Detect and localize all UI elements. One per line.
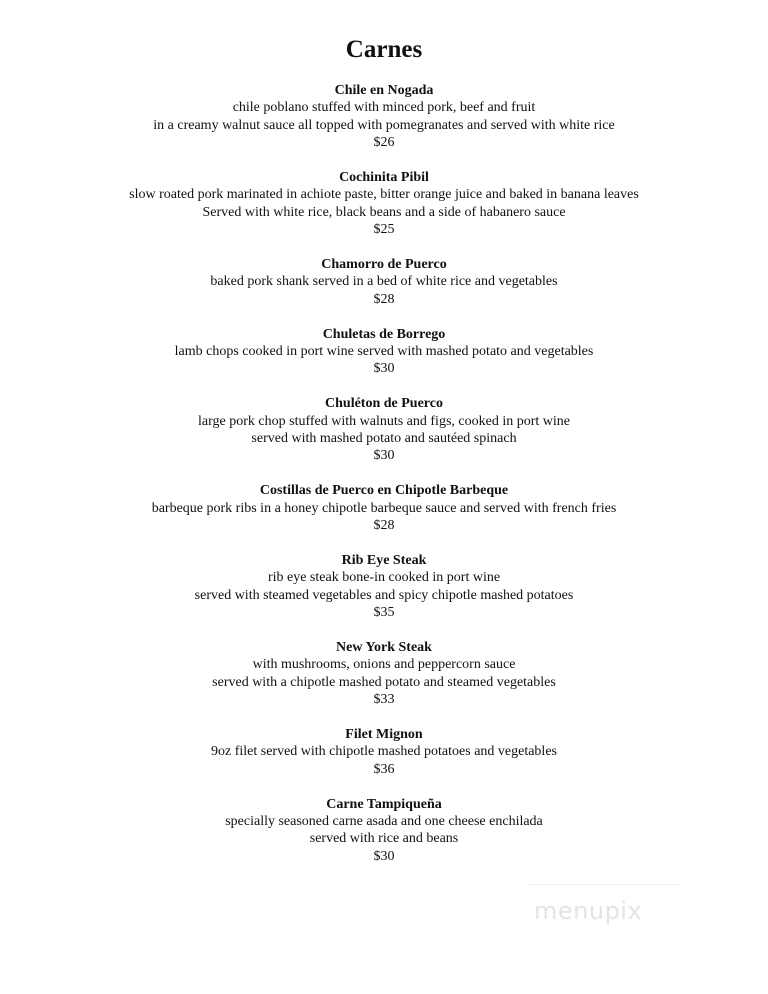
item-price: $25 bbox=[373, 222, 395, 238]
item-name: Filet Mignon bbox=[345, 726, 423, 742]
item-price: $30 bbox=[373, 448, 395, 464]
item-price: $30 bbox=[373, 848, 395, 864]
item-description-line: large pork chop stuffed with walnuts and figs, cooked in port wine bbox=[198, 413, 570, 429]
menu-item bbox=[0, 482, 768, 534]
menu-item bbox=[0, 639, 768, 709]
item-price: $35 bbox=[373, 605, 395, 621]
menu-item bbox=[0, 395, 768, 465]
item-name: Costillas de Puerco en Chipotle Barbeque bbox=[259, 483, 509, 499]
item-description-line: rib eye steak bone-in cooked in port wine bbox=[267, 570, 501, 586]
item-price: $30 bbox=[373, 361, 395, 377]
item-description-line: lamb chops cooked in port wine served with mashed potato and vegetables bbox=[174, 344, 594, 360]
item-description-line: 9oz filet served with chipotle mashed potatoes and vegetables bbox=[210, 744, 557, 760]
menu-item bbox=[0, 326, 768, 378]
page-title: Carnes bbox=[345, 36, 423, 63]
item-description-line: chile poblano stuffed with minced pork, beef and fruit bbox=[232, 100, 536, 116]
item-price: $28 bbox=[373, 291, 395, 307]
menu-item bbox=[0, 726, 768, 778]
item-description-line: Served with white rice, black beans and a side of habanero sauce bbox=[202, 204, 566, 220]
item-name: Chile en Nogada bbox=[334, 83, 434, 98]
item-price: $28 bbox=[373, 518, 395, 534]
item-description-line: with mushrooms, onions and peppercorn sauce bbox=[252, 657, 516, 673]
menu-item bbox=[0, 796, 768, 866]
item-name: Chuletas de Borrego bbox=[322, 326, 446, 342]
item-description-line: served with mashed potato and sautéed spinach bbox=[251, 431, 517, 447]
item-name: Cochinita Pibil bbox=[339, 170, 429, 186]
item-description-line: barbeque pork ribs in a honey chipotle barbeque sauce and served with french fries bbox=[151, 500, 617, 516]
menu-list bbox=[0, 82, 768, 883]
menu-item bbox=[0, 82, 768, 152]
item-name: New York Steak bbox=[336, 639, 432, 655]
item-price: $36 bbox=[373, 761, 395, 777]
menu-item bbox=[0, 552, 768, 622]
item-description-line: specially seasoned carne asada and one cheese enchilada bbox=[225, 813, 543, 829]
item-name: Chuléton de Puerco bbox=[325, 396, 443, 412]
item-price: $26 bbox=[373, 135, 395, 151]
item-description-line: slow roated pork marinated in achiote paste, bitter orange juice and baked in banana leaves bbox=[129, 187, 639, 203]
item-description-line: in a creamy walnut sauce all topped with pomegranates and served with white rice bbox=[153, 117, 615, 133]
item-price: $33 bbox=[373, 692, 395, 708]
item-description-line: served with a chipotle mashed potato and steamed vegetables bbox=[212, 674, 556, 690]
watermark-divider bbox=[530, 884, 680, 885]
item-description-line: served with steamed vegetables and spicy chipotle mashed potatoes bbox=[194, 587, 574, 603]
item-name: Chamorro de Puerco bbox=[321, 257, 447, 273]
item-description-line: served with rice and beans bbox=[309, 831, 459, 847]
item-description-line: baked pork shank served in a bed of white rice and vegetables bbox=[210, 274, 558, 290]
item-name: Rib Eye Steak bbox=[341, 552, 427, 568]
item-name: Carne Tampiqueña bbox=[326, 796, 442, 812]
menu-item bbox=[0, 256, 768, 308]
menupix-watermark-logo: menupix bbox=[534, 897, 643, 925]
menu-item bbox=[0, 169, 768, 239]
